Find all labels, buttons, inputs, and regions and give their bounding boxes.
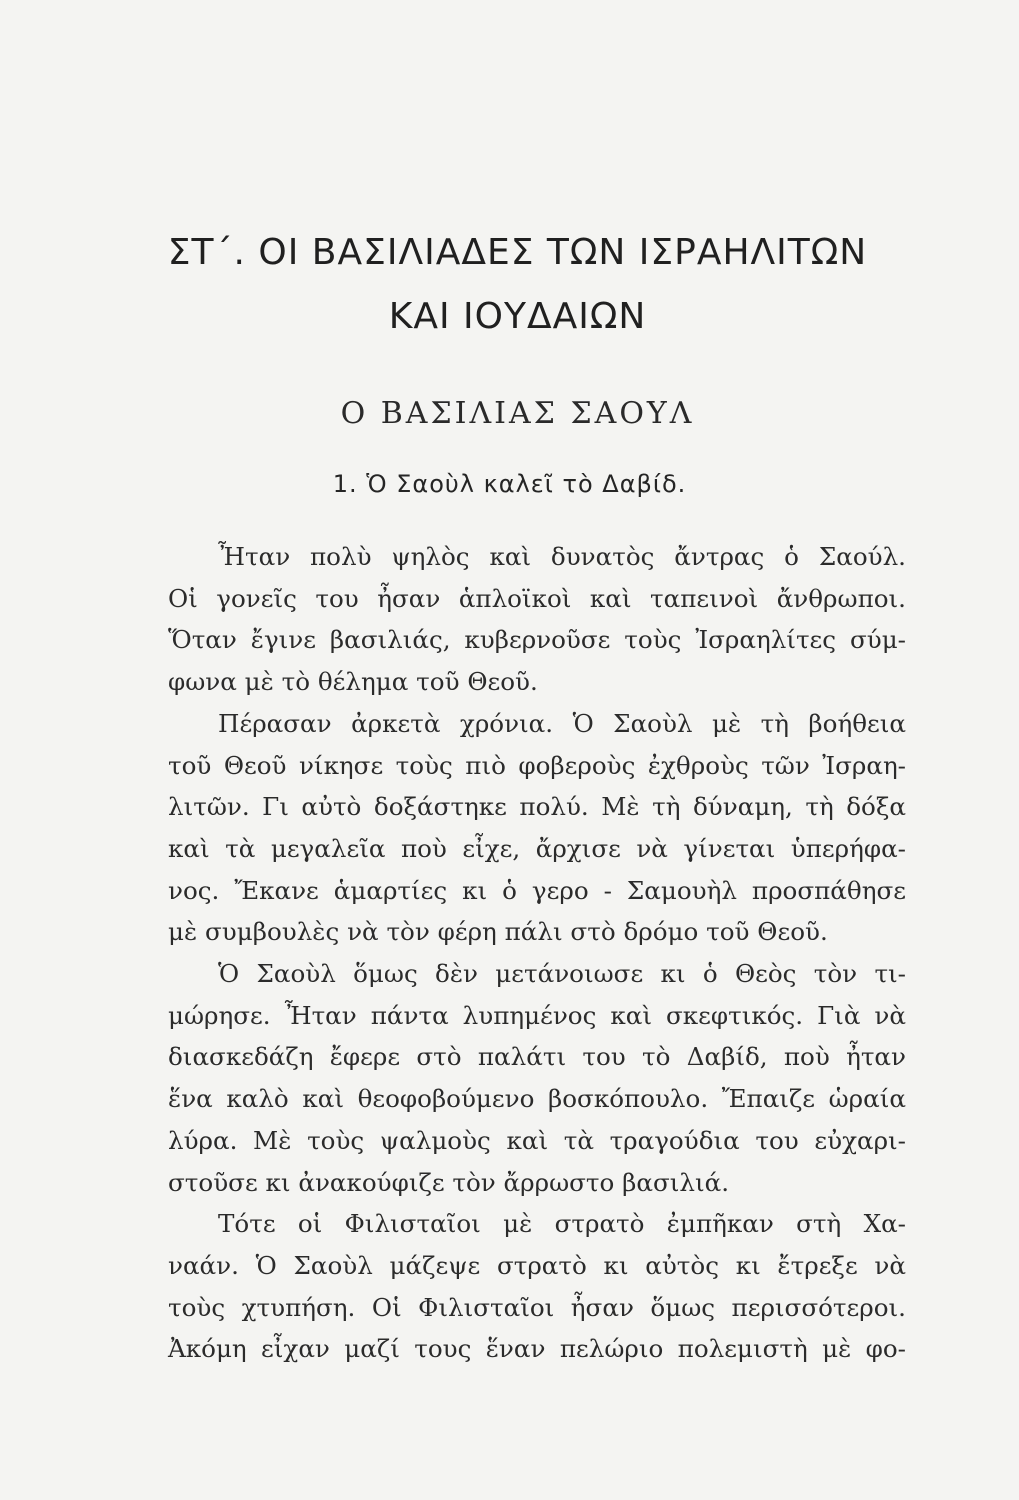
text-line: ἕνα καλὸ καὶ θεοφοβούμενο βοσκόπουλο. Ἔπαιζε ὡραία [168, 1084, 906, 1114]
paragraph-3 [168, 953, 906, 1203]
text-line: διασκεδάζη ἔφερε στὸ παλάτι του τὸ Δαβίδ, ποὺ ἦταν [168, 1042, 906, 1072]
text-line: Τότε οἱ Φιλισταῖοι μὲ στρατὸ ἐμπῆκαν στὴ Χα- [218, 1209, 906, 1239]
subsection-title: 1. Ὁ Σαοὺλ καλεῖ τὸ Δαβίδ. [332, 470, 687, 498]
text-line: λιτῶν. Γι αὐτὸ δοξάστηκε πολύ. Μὲ τὴ δύναμη, τὴ δόξα [168, 792, 906, 822]
paragraph-2 [168, 703, 906, 953]
text-line: Οἱ γονεῖς του ἦσαν ἁπλοϊκοὶ καὶ ταπεινοὶ ἄνθρωποι. [168, 583, 906, 613]
text-line: νος. Ἔκανε ἁμαρτίες κι ὁ γερο - Σαμουὴλ προσπάθησε [168, 875, 906, 905]
text-line: τοὺς χτυπήση. Οἱ Φιλισταῖοι ἦσαν ὅμως περισσότεροι. [168, 1292, 906, 1322]
paragraph-4 [168, 1203, 906, 1370]
chapter-title-line-1: ΣΤ΄. ΟΙ ΒΑΣΙΛΙΑΔΕΣ ΤΩΝ ΙΣΡΑΗΛΙΤΩΝ [167, 232, 868, 273]
text-line: Ἦταν πολὺ ψηλὸς καὶ δυνατὸς ἄντρας ὁ Σαούλ. [218, 542, 906, 571]
text-line: Ἀκόμη εἶχαν μαζί τους ἕναν πελώριο πολεμιστὴ μὲ φο- [168, 1334, 906, 1364]
text-line: καὶ τὰ μεγαλεῖα ποὺ εἶχε, ἄρχισε νὰ γίνεται ὑπερήφα- [168, 833, 906, 863]
text-line: τοῦ Θεοῦ νίκησε τοὺς πιὸ φοβεροὺς ἐχθροὺς τῶν Ἰσραη- [168, 750, 906, 780]
text-line: ναάν. Ὁ Σαοὺλ μάζεψε στρατὸ κι αὐτὸς κι ἔτρεξε νὰ [168, 1250, 906, 1280]
text-line: μὲ συμβουλὲς νὰ τὸν φέρη πάλι στὸ δρόμο τοῦ Θεοῦ. [168, 917, 828, 947]
text-line: λύρα. Μὲ τοὺς ψαλμοὺς καὶ τὰ τραγούδια του εὐχαρι- [168, 1125, 906, 1155]
text-line: Ὁ Σαοὺλ ὅμως δὲν μετάνοιωσε κι ὁ Θεὸς τὸν τι- [218, 959, 906, 989]
text-line: φωνα μὲ τὸ θέλημα τοῦ Θεοῦ. [168, 667, 538, 697]
section-title: Ο ΒΑΣΙΛΙΑΣ ΣΑΟΥΛ [340, 396, 695, 431]
body-text [168, 536, 906, 1370]
chapter-title-line-2: ΚΑΙ ΙΟΥΔΑΙΩΝ [388, 296, 647, 337]
paragraph-1 [168, 536, 906, 703]
text-line: στοῦσε κι ἀνακούφιζε τὸν ἄρρωστο βασιλιά. [168, 1167, 730, 1197]
text-line: Ὅταν ἔγινε βασιλιάς, κυβερνοῦσε τοὺς Ἰσραηλίτες σύμ- [168, 625, 906, 655]
text-line: μώρησε. Ἦταν πάντα λυπημένος καὶ σκεφτικός. Γιὰ νὰ [168, 1000, 906, 1030]
text-line: Πέρασαν ἀρκετὰ χρόνια. Ὁ Σαοὺλ μὲ τὴ βοήθεια [218, 708, 906, 738]
